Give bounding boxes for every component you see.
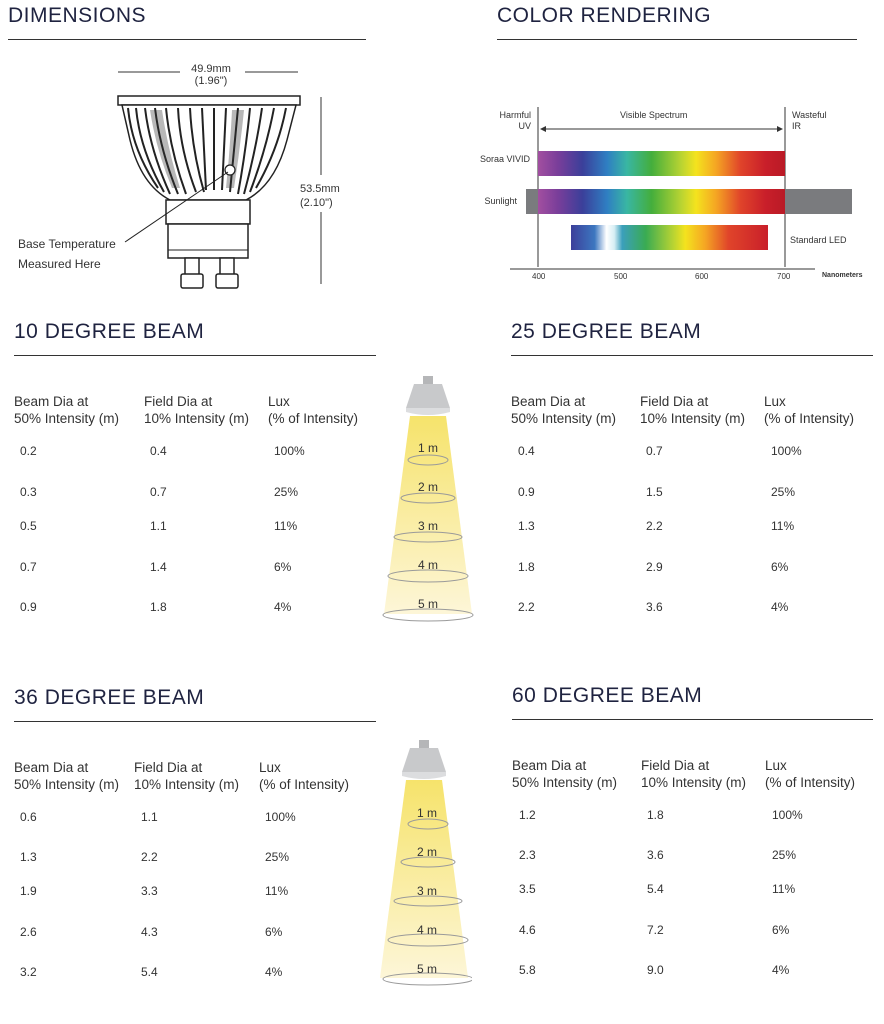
axis-unit: Nanometers bbox=[822, 272, 863, 279]
beam-label-3m-b: 3 m bbox=[417, 884, 438, 898]
table-cell: 11% bbox=[265, 884, 289, 898]
width-in: (1.96") bbox=[194, 75, 228, 87]
beam-25-rule bbox=[511, 355, 873, 356]
table-cell: 1.8 bbox=[647, 808, 664, 822]
beam-10-col3 bbox=[268, 393, 358, 427]
table-cell: 2.9 bbox=[646, 560, 663, 574]
beam-36-rule bbox=[14, 721, 376, 722]
table-cell: 9.0 bbox=[647, 963, 664, 977]
beam-10-col3-l2: (% of Intensity) bbox=[268, 411, 359, 426]
table-cell: 100% bbox=[771, 444, 802, 458]
width-label bbox=[186, 63, 236, 87]
standard-led-label: Standard LED bbox=[790, 235, 847, 245]
temperature-callout bbox=[18, 234, 116, 274]
table-cell: 1.2 bbox=[519, 808, 536, 822]
beam-label-3m: 3 m bbox=[418, 519, 439, 533]
beam-25-col1-l2: 50% Intensity (m) bbox=[511, 411, 617, 426]
table-cell: 1.1 bbox=[150, 519, 167, 533]
table-cell: 6% bbox=[265, 925, 283, 939]
table-cell: 4% bbox=[265, 965, 283, 979]
beam-10-rule bbox=[14, 355, 376, 356]
table-cell: 1.8 bbox=[518, 560, 535, 574]
wasteful-line1: Wasteful bbox=[792, 110, 827, 120]
beam-label-5m-b: 5 m bbox=[417, 962, 438, 976]
beam-25-col2 bbox=[640, 393, 745, 427]
beam-60-col2-l1: Field Dia at bbox=[641, 758, 710, 773]
table-cell: 0.4 bbox=[518, 444, 535, 458]
beam-60-col2 bbox=[641, 757, 746, 791]
tick-700: 700 bbox=[777, 272, 791, 281]
table-cell: 0.2 bbox=[20, 444, 37, 458]
table-cell: 1.3 bbox=[20, 850, 37, 864]
table-cell: 1.8 bbox=[150, 600, 167, 614]
table-cell: 3.6 bbox=[647, 848, 664, 862]
table-cell: 2.2 bbox=[518, 600, 535, 614]
table-cell: 2.6 bbox=[20, 925, 37, 939]
table-cell: 5.4 bbox=[647, 882, 664, 896]
beam-25-col1-l1: Beam Dia at bbox=[511, 394, 586, 409]
beam-10-col1-l1: Beam Dia at bbox=[14, 394, 89, 409]
table-cell: 3.3 bbox=[141, 884, 158, 898]
table-cell: 0.7 bbox=[20, 560, 37, 574]
beam-cone-top-svg bbox=[380, 372, 476, 627]
beam-36-col3-l2: (% of Intensity) bbox=[259, 777, 350, 792]
table-cell: 25% bbox=[771, 485, 796, 499]
table-cell: 4.3 bbox=[141, 925, 158, 939]
beam-10-col1 bbox=[14, 393, 119, 427]
height-in: (2.10") bbox=[300, 197, 333, 209]
table-cell: 1.5 bbox=[646, 485, 663, 499]
table-cell: 11% bbox=[771, 519, 795, 533]
beam-10-col1-l2: 50% Intensity (m) bbox=[14, 411, 120, 426]
visible-spectrum-label: Visible Spectrum bbox=[620, 110, 688, 120]
table-cell: 6% bbox=[772, 923, 790, 937]
table-cell: 5.8 bbox=[519, 963, 536, 977]
table-cell: 2.2 bbox=[141, 850, 158, 864]
wasteful-line2: IR bbox=[792, 121, 801, 131]
beam-25-col3-l1: Lux bbox=[764, 394, 786, 409]
beam-36-col1 bbox=[14, 759, 119, 793]
tick-600: 600 bbox=[695, 272, 709, 281]
table-cell: 0.3 bbox=[20, 485, 37, 499]
beam-60-col1 bbox=[512, 757, 617, 791]
beam-10-col2-l1: Field Dia at bbox=[144, 394, 213, 409]
beam-25-col2-l2: 10% Intensity (m) bbox=[640, 411, 746, 426]
table-cell: 0.4 bbox=[150, 444, 167, 458]
table-cell: 6% bbox=[274, 560, 292, 574]
beam-36-col2 bbox=[134, 759, 239, 793]
sunlight-bar bbox=[538, 189, 785, 214]
beam-36-col3 bbox=[259, 759, 349, 793]
beam-60-col3-l2: (% of Intensity) bbox=[765, 775, 856, 790]
tick-500: 500 bbox=[614, 272, 628, 281]
color-rendering-title: COLOR RENDERING bbox=[497, 4, 712, 27]
width-mm: 49.9mm bbox=[191, 63, 231, 75]
beam-60-col2-l2: 10% Intensity (m) bbox=[641, 775, 747, 790]
beam-label-1m-b: 1 m bbox=[417, 806, 438, 820]
beam-25-col1 bbox=[511, 393, 616, 427]
beam-label-1m: 1 m bbox=[418, 441, 439, 455]
beam-36-title: 36 DEGREE BEAM bbox=[14, 686, 205, 709]
beam-label-2m: 2 m bbox=[418, 480, 439, 494]
table-cell: 0.9 bbox=[518, 485, 535, 499]
beam-25-col3 bbox=[764, 393, 854, 427]
beam-60-rule bbox=[512, 719, 873, 720]
beam-25-col2-l1: Field Dia at bbox=[640, 394, 709, 409]
soraa-vivid-bar bbox=[538, 151, 785, 176]
beam-36-col1-l1: Beam Dia at bbox=[14, 760, 89, 775]
standard-led-bar bbox=[571, 225, 768, 250]
table-cell: 100% bbox=[772, 808, 803, 822]
beam-10-col2 bbox=[144, 393, 249, 427]
table-cell: 0.7 bbox=[150, 485, 167, 499]
beam-label-2m-b: 2 m bbox=[417, 845, 438, 859]
table-cell: 1.3 bbox=[518, 519, 535, 533]
table-cell: 100% bbox=[265, 810, 296, 824]
table-cell: 100% bbox=[274, 444, 305, 458]
table-cell: 1.1 bbox=[141, 810, 158, 824]
beam-10-title: 10 DEGREE BEAM bbox=[14, 320, 205, 343]
beam-10-col2-l2: 10% Intensity (m) bbox=[144, 411, 250, 426]
color-rendering-rule bbox=[497, 39, 857, 40]
sunlight-label: Sunlight bbox=[484, 196, 517, 206]
beam-60-title: 60 DEGREE BEAM bbox=[512, 684, 703, 707]
height-mm: 53.5mm bbox=[300, 183, 340, 195]
table-cell: 25% bbox=[274, 485, 299, 499]
dimensions-title: DIMENSIONS bbox=[8, 4, 147, 27]
table-cell: 0.5 bbox=[20, 519, 37, 533]
table-cell: 1.9 bbox=[20, 884, 37, 898]
table-cell: 3.2 bbox=[20, 965, 37, 979]
callout-line1: Base Temperature bbox=[18, 237, 116, 251]
beam-25-title: 25 DEGREE BEAM bbox=[511, 320, 702, 343]
beam-60-col3 bbox=[765, 757, 855, 791]
table-cell: 4% bbox=[274, 600, 292, 614]
table-cell: 7.2 bbox=[647, 923, 664, 937]
beam-36-col3-l1: Lux bbox=[259, 760, 281, 775]
soraa-vivid-label: Soraa VIVID bbox=[479, 154, 530, 164]
beam-label-4m-b: 4 m bbox=[417, 923, 438, 937]
beam-60-col1-l2: 50% Intensity (m) bbox=[512, 775, 618, 790]
sunlight-ir-bar bbox=[785, 189, 852, 214]
table-cell: 0.6 bbox=[20, 810, 37, 824]
beam-36-col1-l2: 50% Intensity (m) bbox=[14, 777, 120, 792]
table-cell: 3.5 bbox=[519, 882, 536, 896]
table-cell: 5.4 bbox=[141, 965, 158, 979]
table-cell: 4% bbox=[771, 600, 789, 614]
table-cell: 0.9 bbox=[20, 600, 37, 614]
harmful-line2: UV bbox=[518, 121, 531, 131]
beam-60-col3-l1: Lux bbox=[765, 758, 787, 773]
beam-label-5m: 5 m bbox=[418, 597, 439, 611]
tick-400: 400 bbox=[532, 272, 546, 281]
table-cell: 2.3 bbox=[519, 848, 536, 862]
beam-cone-bottom-svg bbox=[376, 736, 472, 991]
beam-10-col3-l1: Lux bbox=[268, 394, 290, 409]
beam-cone-top bbox=[380, 372, 476, 627]
table-cell: 6% bbox=[771, 560, 789, 574]
table-cell: 11% bbox=[274, 519, 298, 533]
height-label bbox=[300, 182, 340, 210]
beam-36-col2-l2: 10% Intensity (m) bbox=[134, 777, 240, 792]
beam-60-col1-l1: Beam Dia at bbox=[512, 758, 587, 773]
table-cell: 4% bbox=[772, 963, 790, 977]
table-cell: 0.7 bbox=[646, 444, 663, 458]
beam-label-4m: 4 m bbox=[418, 558, 439, 572]
beam-25-col3-l2: (% of Intensity) bbox=[764, 411, 855, 426]
beam-36-col2-l1: Field Dia at bbox=[134, 760, 203, 775]
table-cell: 25% bbox=[265, 850, 290, 864]
table-cell: 2.2 bbox=[646, 519, 663, 533]
table-cell: 11% bbox=[772, 882, 796, 896]
table-cell: 1.4 bbox=[150, 560, 167, 574]
table-cell: 3.6 bbox=[646, 600, 663, 614]
harmful-line1: Harmful bbox=[499, 110, 531, 120]
table-cell: 4.6 bbox=[519, 923, 536, 937]
dimensions-rule bbox=[8, 39, 366, 40]
callout-line2: Measured Here bbox=[18, 257, 101, 271]
table-cell: 25% bbox=[772, 848, 797, 862]
beam-cone-bottom bbox=[376, 736, 472, 991]
